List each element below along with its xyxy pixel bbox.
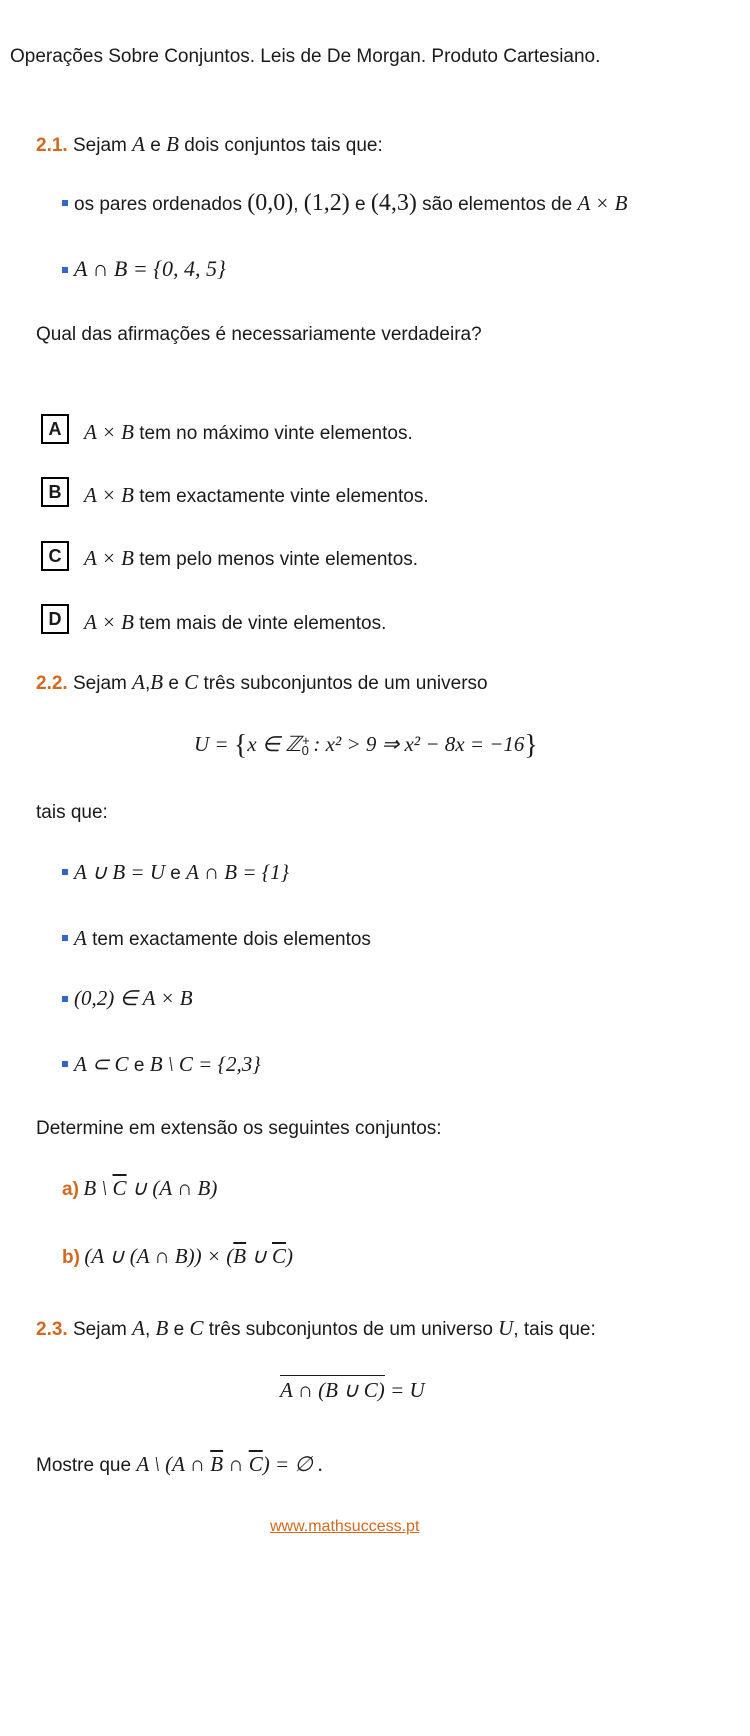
bullet-text: os pares ordenados: [74, 194, 242, 215]
ordered-pair: (4,3): [370, 190, 417, 216]
intro-conjunction: e: [168, 673, 179, 694]
question-2-3-intro: [36, 1316, 596, 1341]
footer-link[interactable]: www.mathsuccess.pt: [270, 1518, 420, 1535]
option-label: tem mais de vinte elementos.: [139, 613, 387, 634]
brace-close: }: [524, 730, 538, 761]
set-a: A: [74, 926, 87, 950]
option-math: A × B: [84, 420, 134, 444]
option-label: tem pelo menos vinte elementos.: [139, 549, 419, 570]
membership-expression: (0,2) ∈ A × B: [74, 986, 193, 1010]
set-b: B: [155, 1316, 169, 1340]
bullet-icon: [62, 869, 68, 875]
universe-condition: : x² > 9 ⇒ x² − 8x = −16: [313, 732, 525, 756]
universe-set: x ∈ ℤ: [247, 732, 302, 756]
part-b: [62, 1244, 293, 1269]
bullet-text: tem exactamente dois elementos: [92, 929, 371, 950]
question-2-1-intro: [36, 132, 383, 157]
intersection-expression: A ∩ B = {1}: [186, 860, 290, 884]
list-item: [62, 1052, 261, 1077]
separator: ,: [144, 1319, 151, 1340]
option-b-box[interactable]: B: [41, 477, 69, 507]
condition-expression: [280, 1378, 425, 1403]
option-a-box[interactable]: A: [41, 414, 69, 444]
option-math: A × B: [84, 546, 134, 570]
question-2-2-intro: [36, 670, 488, 695]
list-item: [62, 986, 193, 1011]
brace-open: {: [233, 730, 248, 761]
option-c-box[interactable]: C: [41, 541, 69, 571]
universe-lhs: U =: [194, 732, 234, 756]
ordered-pair: (0,0): [247, 190, 294, 216]
difference-expression: B \ C = {2,3}: [149, 1052, 261, 1076]
list-item: [62, 256, 226, 282]
option-a-text: [84, 420, 413, 445]
tais-que-text: tais que:: [36, 802, 108, 823]
option-c-text: [84, 546, 418, 571]
intro-conjunction: e: [150, 135, 161, 156]
question-number: 2.2.: [36, 673, 68, 694]
option-math: A × B: [84, 483, 134, 507]
intersection-expression: A ∩ B = {0, 4, 5}: [74, 256, 226, 281]
mostre-text: Mostre que: [36, 1455, 132, 1476]
universe-definition: [194, 730, 538, 762]
conjunction: e: [355, 194, 366, 215]
option-d-box[interactable]: D: [41, 604, 69, 634]
superscript-plus: +: [302, 732, 310, 748]
option-math: A × B: [84, 610, 134, 634]
part-a-label: a): [62, 1179, 79, 1200]
conjunction: e: [170, 863, 181, 884]
separator: ,: [144, 673, 151, 694]
bullet-icon: [62, 200, 68, 206]
set-b: B: [150, 670, 164, 694]
bullet-icon: [62, 996, 68, 1002]
set-a: A: [132, 132, 145, 156]
part-b-label: b): [62, 1247, 80, 1268]
question-number: 2.3.: [36, 1319, 68, 1340]
prove-statement: [36, 1452, 323, 1477]
bullet-text-end: são elementos de: [422, 194, 573, 215]
equals-universe: = U: [384, 1378, 425, 1402]
intro-conjunction: e: [173, 1319, 185, 1340]
bullet-icon: [62, 267, 68, 273]
cartesian-product: A × B: [577, 191, 628, 215]
set-b: B: [166, 132, 179, 156]
option-d-text: [84, 610, 386, 635]
universe-symbol: U: [498, 1316, 514, 1340]
bullet-icon: [62, 935, 68, 941]
conjunction: e: [133, 1055, 145, 1076]
page-title: Operações Sobre Conjuntos. Leis de De Morgan. Produto Cartesiano.: [10, 46, 601, 67]
list-item: os pares ordenados (0,0), (1,2) e (4,3) são elementos de A × B: [62, 190, 627, 217]
intro-text: Sejam: [72, 135, 127, 156]
subset-expression: A ⊂ C: [74, 1052, 129, 1076]
subscript-zero: 0: [301, 743, 309, 759]
complement-expression: A ∩ (B ∪ C): [280, 1375, 385, 1402]
set-a: A: [132, 670, 145, 694]
part-a-expression: B \ $\overline{C}$ ∪ (A ∩ B): [83, 1176, 218, 1200]
intro-text: Sejam: [72, 1319, 127, 1340]
ordered-pair: (1,2): [303, 190, 350, 216]
part-a: [62, 1176, 217, 1201]
question-text: Qual das afirmações é necessariamente verdadeira?: [36, 324, 482, 345]
intro-text: Sejam: [72, 673, 127, 694]
option-label: tem exactamente vinte elementos.: [139, 486, 429, 507]
option-label: tem no máximo vinte elementos.: [139, 423, 413, 444]
set-a: A: [132, 1316, 145, 1340]
set-c: C: [189, 1316, 204, 1340]
intro-text-tail: , tais que:: [513, 1319, 596, 1340]
union-expression: A ∪ B = U: [74, 860, 165, 884]
intro-text-end: três subconjuntos de um universo: [203, 673, 488, 694]
list-item: [62, 926, 371, 951]
set-c: C: [184, 670, 199, 694]
part-b-expression: (A ∪ (A ∩ $B)) \times (\overline{B}$ ∪ $\overline{C}$): [84, 1244, 294, 1268]
question-number: 2.1.: [36, 135, 68, 156]
intro-text-end: dois conjuntos tais que:: [184, 135, 383, 156]
list-item: [62, 860, 289, 885]
intro-text-end: três subconjuntos de um universo: [208, 1319, 493, 1340]
option-b-text: [84, 483, 429, 508]
prove-expression: A \ (A ∩ $\overline{B}$ ∩ $\overline{C}$) = ∅ .: [136, 1452, 324, 1476]
determine-text: Determine em extensão os seguintes conjuntos:: [36, 1118, 442, 1139]
bullet-icon: [62, 1061, 68, 1067]
